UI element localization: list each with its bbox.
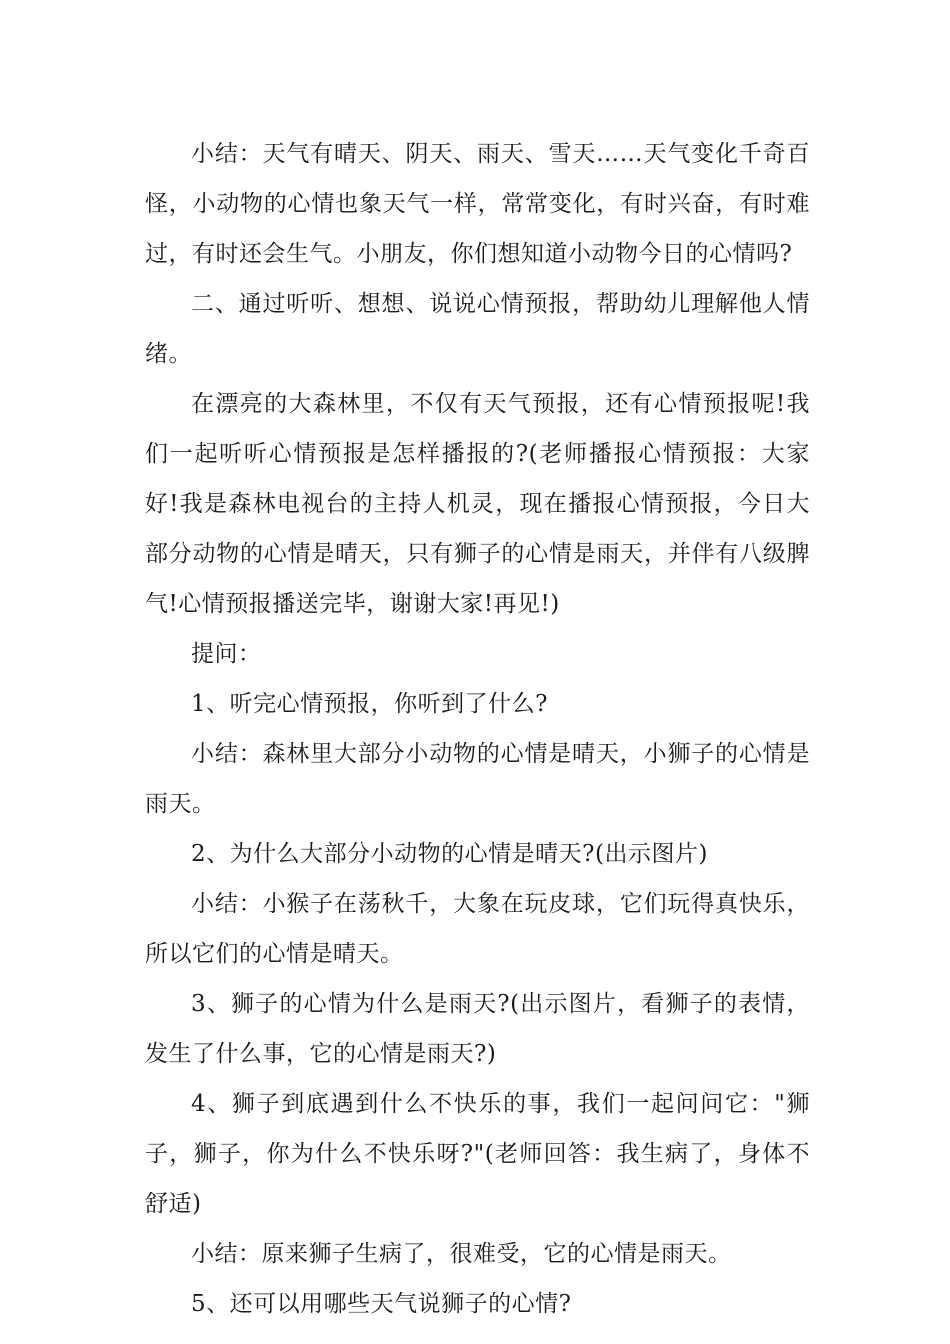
paragraph-questions-label: 提问： (191, 641, 262, 667)
paragraph-question-2: 2、为什么大部分小动物的心情是晴天?(出示图片) (191, 841, 708, 867)
paragraph-mood-forecast: 在漂亮的大森林里，不仅有天气预报，还有心情预报呢!我们一起听听心情预报是怎样播报的?(老师播报心情预报：大家好!我是森林电视台的主持人机灵，现在播报心情预报，今日大部分动物的心情是晴天，只有狮子的心情是雨天，并伴有八级脾气!心情预报播送完毕，谢谢大家!再见!) (145, 391, 810, 617)
paragraph-summary-2: 小结：小猴子在荡秋千，大象在玩皮球，它们玩得真快乐，所以它们的心情是晴天。 (145, 891, 810, 967)
paragraph-question-4: 4、狮子到底遇到什么不快乐的事，我们一起问问它："狮子，狮子，你为什么不快乐呀?"(老师回答：我生病了，身体不舒适) (145, 1091, 810, 1217)
paragraph-summary-1: 小结：森林里大部分小动物的心情是晴天，小狮子的心情是雨天。 (145, 741, 810, 817)
paragraph-question-3: 3、狮子的心情为什么是雨天?(出示图片，看狮子的表情，发生了什么事，它的心情是雨天?) (145, 991, 810, 1067)
paragraph-question-5: 5、还可以用哪些天气说狮子的心情? (191, 1291, 572, 1317)
paragraph-section-two-heading: 二、通过听听、想想、说说心情预报，帮助幼儿理解他人情绪。 (145, 291, 810, 367)
document-body (145, 129, 810, 1329)
paragraph-question-1: 1、听完心情预报，你听到了什么? (191, 691, 548, 717)
paragraph-summary-4: 小结：原来狮子生病了，很难受，它的心情是雨天。 (191, 1241, 732, 1267)
paragraph-summary-weather: 小结：天气有晴天、阴天、雨天、雪天……天气变化千奇百怪，小动物的心情也象天气一样，常常变化，有时兴奋，有时难过，有时还会生气。小朋友，你们想知道小动物今日的心情吗? (145, 141, 810, 267)
